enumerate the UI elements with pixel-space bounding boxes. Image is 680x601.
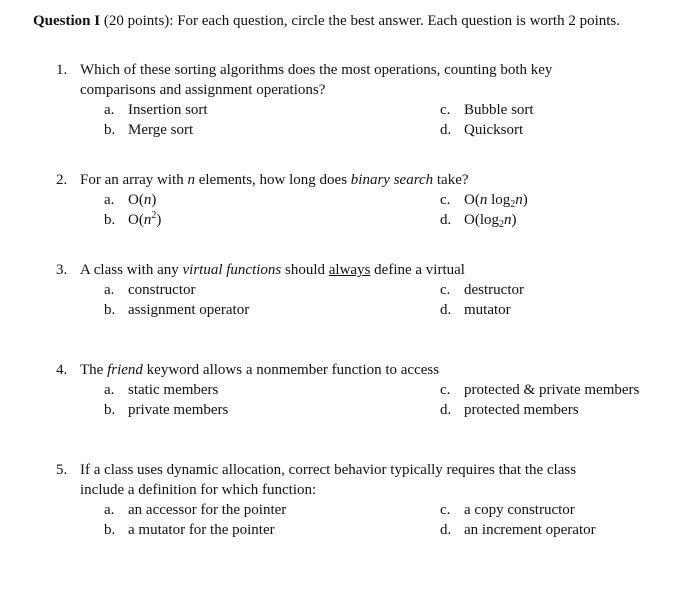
- option-label: b.: [104, 302, 116, 318]
- option-a[interactable]: [104, 280, 195, 300]
- question-number: 3.: [56, 262, 68, 278]
- option-label: b.: [104, 122, 116, 138]
- question-number: 2.: [56, 172, 68, 188]
- question-title: Question I: [33, 13, 101, 29]
- option-label: b.: [104, 522, 116, 538]
- option-text: destructor: [464, 282, 524, 298]
- question-intro: (20 points): For each question, circle the best answer. Each question is worth 2 points.: [103, 13, 621, 29]
- option-label: c.: [440, 382, 451, 398]
- option-label: d.: [440, 522, 452, 538]
- option-label: d.: [440, 402, 452, 418]
- option-c[interactable]: [440, 100, 534, 120]
- question-number: 5.: [56, 462, 68, 478]
- question-text: If a class uses dynamic allocation, correct behavior typically requires that the class include a definition for which function:: [80, 462, 577, 498]
- option-label: d.: [440, 212, 452, 228]
- question-text: For an array with n elements, how long does binary search take?: [80, 172, 469, 188]
- option-text: constructor: [128, 282, 196, 298]
- option-label: a.: [104, 192, 115, 208]
- option-text: a mutator for the pointer: [128, 522, 275, 538]
- option-a[interactable]: [104, 100, 208, 120]
- option-c[interactable]: [440, 500, 575, 520]
- option-text: protected members: [464, 402, 579, 418]
- option-text: $O(\log_2n)$: [464, 212, 517, 230]
- question-number: 4.: [56, 362, 68, 378]
- option-b[interactable]: [104, 400, 228, 420]
- option-label: c.: [440, 502, 451, 518]
- option-label: c.: [440, 282, 451, 298]
- option-a[interactable]: [104, 500, 286, 520]
- option-text: Quicksort: [464, 122, 524, 138]
- option-c[interactable]: [440, 380, 639, 400]
- option-text: O(n): [128, 192, 157, 208]
- option-label: c.: [440, 192, 451, 208]
- option-b[interactable]: [104, 210, 161, 230]
- option-d[interactable]: [440, 300, 511, 320]
- option-label: c.: [440, 102, 451, 118]
- option-text: Bubble sort: [464, 102, 534, 118]
- option-c[interactable]: [440, 280, 524, 300]
- option-label: a.: [104, 102, 115, 118]
- option-text: protected & private members: [464, 382, 640, 398]
- option-text: assignment operator: [128, 302, 250, 318]
- option-text: an accessor for the pointer: [128, 502, 287, 518]
- option-label: b.: [104, 212, 116, 228]
- question-text: Which of these sorting algorithms does the most operations, counting both key comparisons and assignment operations?: [80, 62, 553, 98]
- option-d[interactable]: [440, 120, 523, 140]
- option-c[interactable]: [440, 190, 528, 210]
- option-label: a.: [104, 382, 115, 398]
- option-label: d.: [440, 122, 452, 138]
- option-text: $O(n^2)$: [128, 210, 162, 228]
- option-d[interactable]: [440, 210, 517, 230]
- option-label: a.: [104, 502, 115, 518]
- option-a[interactable]: [104, 190, 156, 210]
- option-text: O(n $\log_2n$): [464, 192, 528, 210]
- option-b[interactable]: [104, 300, 249, 320]
- option-text: static members: [128, 382, 219, 398]
- option-text: Insertion sort: [128, 102, 208, 118]
- question-header: [33, 11, 663, 31]
- option-label: b.: [104, 402, 116, 418]
- option-b[interactable]: [104, 120, 193, 140]
- option-label: d.: [440, 302, 452, 318]
- question-number: 1.: [56, 62, 68, 78]
- option-text: mutator: [464, 302, 511, 318]
- option-d[interactable]: [440, 400, 579, 420]
- question-text: A class with any virtual functions should always define a virtual: [80, 262, 465, 278]
- option-text: private members: [128, 402, 229, 418]
- option-d[interactable]: [440, 520, 596, 540]
- question-text: The friend keyword allows a nonmember function to access: [80, 362, 440, 378]
- option-a[interactable]: [104, 380, 218, 400]
- option-text: an increment operator: [464, 522, 596, 538]
- option-text: a copy constructor: [464, 502, 575, 518]
- option-text: Merge sort: [128, 122, 194, 138]
- option-label: a.: [104, 282, 115, 298]
- option-b[interactable]: [104, 520, 275, 540]
